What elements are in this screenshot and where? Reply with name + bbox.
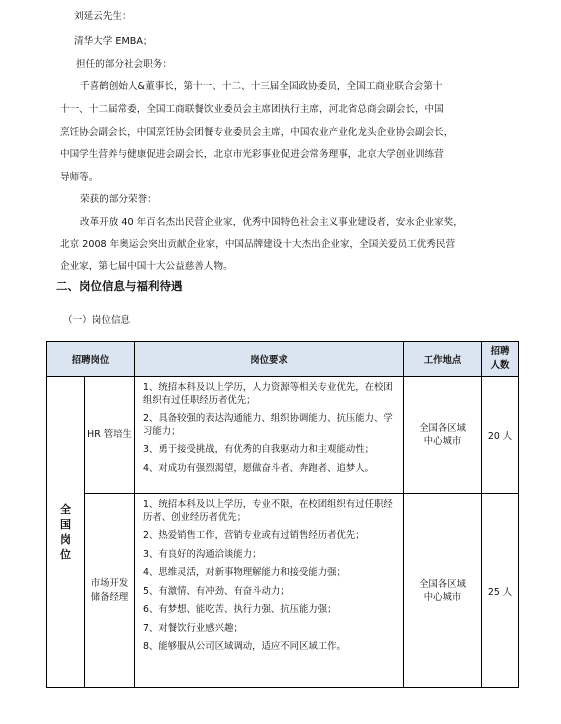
requirement-item: 4、对成功有强烈渴望，愿做奋斗者、奔跑者、追梦人。 [143,462,374,474]
position-name-line1: 市场开发 [90,577,129,589]
header-position: 招聘岗位 [47,342,135,377]
table-header-row [47,342,519,377]
requirement-item: 1、统招本科及以上学历，人力资源等相关专业优先，在校团组织有过任职经历者优先； [143,382,393,406]
bio-duties-line: 中国学生营养与健康促进会副会长，北京市光彩事业促进会常务理事，北京大学创业训练营 [60,149,444,160]
header-location: 工作地点 [404,342,482,377]
requirement-item: 3、有良好的沟通洽谈能力； [143,548,262,560]
category-char: 国 [60,518,71,531]
location-line1: 全国各区域 [419,578,466,590]
bio-duties-line: 烹饪协会副会长，中国烹饪协会团餐专业委员会主席，中国农业产业化龙头企业协会副会长， [60,127,454,138]
requirement-item: 2、热爱销售工作，营销专业或有过销售经历者优先； [143,530,365,541]
count-cell: 25 人 [482,494,519,688]
count-cell: 20 人 [482,377,519,494]
bio-duties-line: 千喜鹤创始人&董事长，第十一、十二、十三届全国政协委员，全国工商业联合会第十 [80,81,443,92]
bio-name: 刘延云先生： [74,11,132,22]
table-row [47,494,519,688]
location-line2: 中心城市 [423,436,462,447]
bio-duties-line: 导师等。 [60,172,99,183]
requirement-item: 4、思维灵活，对新事物理解能力和接受能力强； [143,567,346,578]
category-char: 位 [60,548,71,561]
requirement-item: 7、对餐饮行业感兴趣； [143,622,243,634]
position-name: HR 管培生 [87,429,132,440]
position-cell [85,494,135,688]
bio-honors-heading: 荣获的部分荣誉： [80,194,157,205]
requirement-item: 8、能够服从公司区域调动，适应不同区域工作。 [143,641,346,652]
position-cell [85,377,135,494]
job-table [46,341,519,688]
location-line1: 全国各区域 [419,423,466,434]
header-count-line1: 招聘 [490,346,510,357]
table-row [47,377,519,494]
bio-duties-heading: 担任的部分社会职务： [76,59,172,70]
requirement-item: 3、勇于接受挑战，有优秀的自我驱动力和主观能动性； [143,444,374,455]
requirement-item: 5、有激情、有冲劲、有奋斗动力； [143,585,290,597]
category-cell [47,377,85,688]
location-cell [404,377,482,494]
requirements-cell [135,377,404,494]
position-name-line2: 储备经理 [90,591,129,603]
subsection-title: （一）岗位信息 [63,315,131,326]
header-count [482,342,519,377]
category-char: 岗 [60,533,71,546]
bio-honors-line: 企业家，第七届中国十大公益慈善人物。 [60,261,233,272]
section-title: 二、岗位信息与福利待遇 [56,279,183,293]
category-char: 全 [60,503,71,516]
location-cell [404,494,482,688]
bio-duties-line: 十一、十二届常委，全国工商联餐饮业委员会主席团执行主席，河北省总商会副会长，中国 [60,104,444,115]
requirement-item: 6、有梦想、能吃苦、执行力强、抗压能力强； [143,604,337,615]
bio-honors-line: 改革开放 40 年百名杰出民营企业家，优秀中国特色社会主义事业建设者，安永企业家奖， [80,217,463,228]
bio-education: 清华大学 EMBA； [74,36,153,47]
bio-honors-line: 北京 2008 年奥运会突出贡献企业家，中国品牌建设十大杰出企业家，全国关爱员工优秀民营 [60,239,456,250]
header-requirements: 岗位要求 [135,342,404,377]
location-line2: 中心城市 [423,591,462,603]
requirement-item: 2、具备较强的表达沟通能力、组织协调能力、抗压能力、学习能力； [143,413,393,437]
requirements-cell [135,494,404,688]
requirement-item: 1、统招本科及以上学历，专业不限，在校团组织有过任职经历者、创业经历者优先； [143,499,393,523]
header-count-line2: 人数 [490,360,510,371]
